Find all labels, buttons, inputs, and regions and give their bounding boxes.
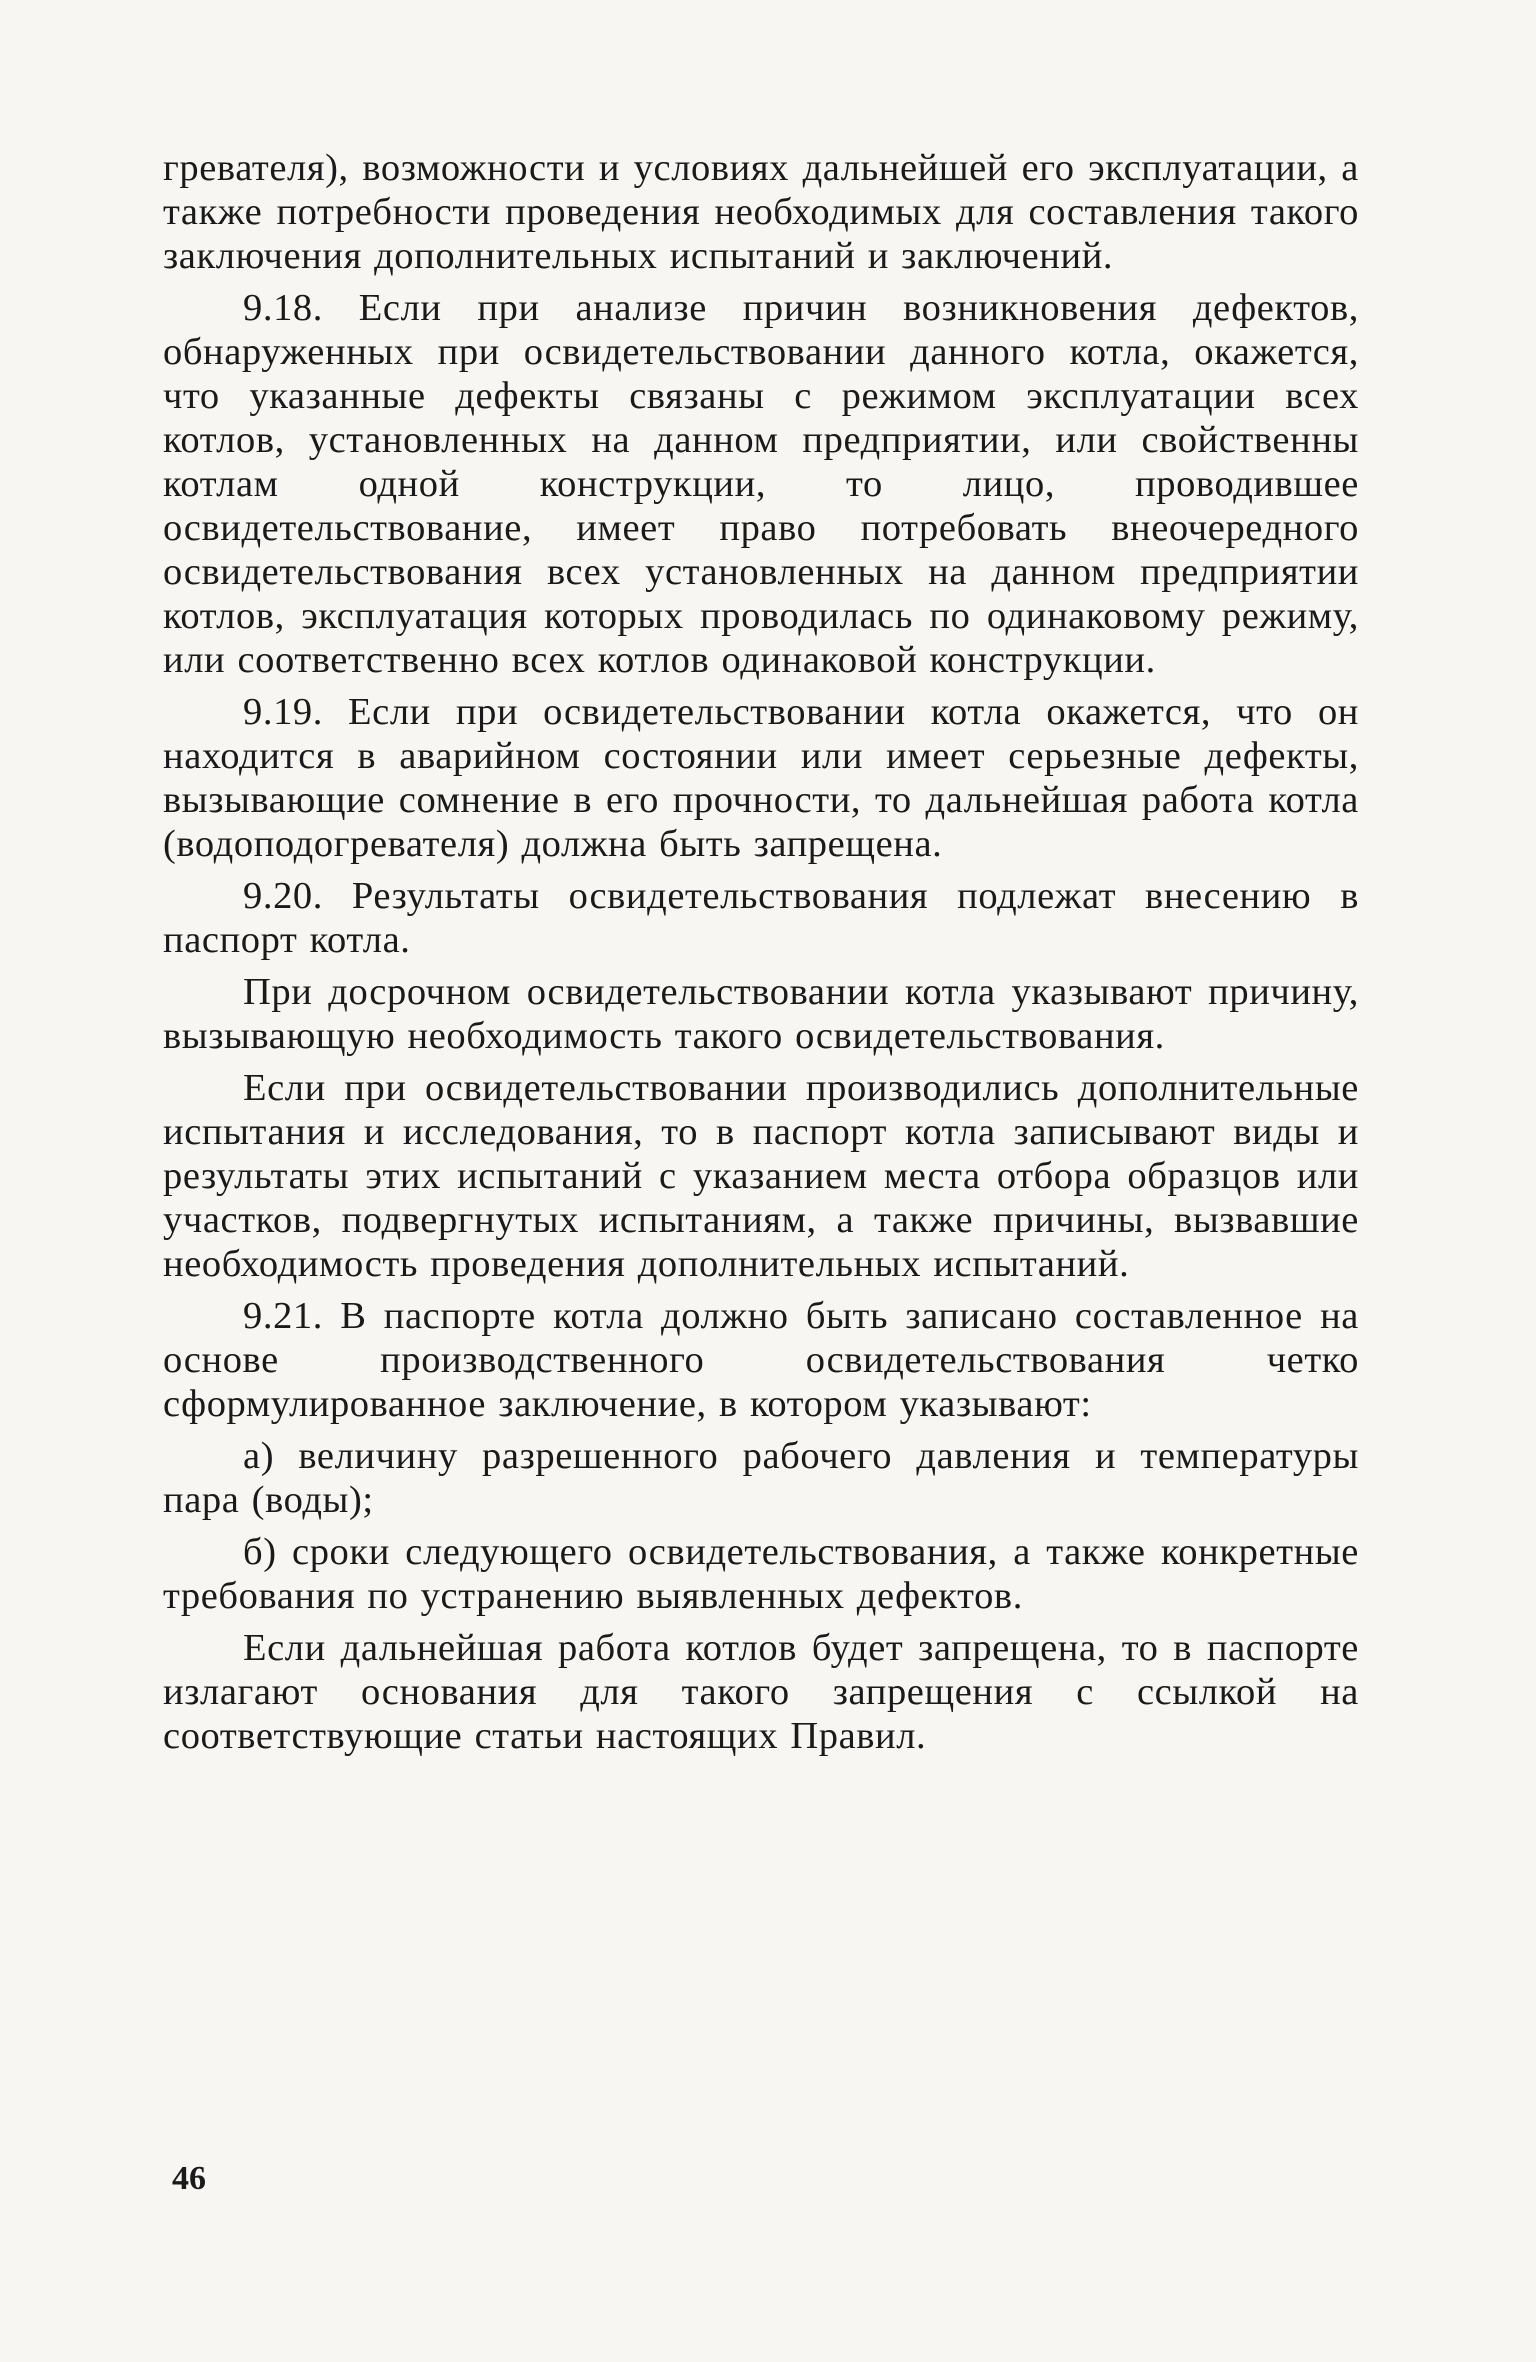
paragraph-continuation: гревателя), возможности и условиях дальнейшей его эксплуатации, а также потребности проведения необходимых для составления такого заключения дополнительных испытаний и заключений. bbox=[163, 147, 1359, 277]
page-number: 46 bbox=[172, 2160, 206, 2197]
paragraph-9-21: 9.21. В паспорте котла должно быть записано составленное на основе производственного освидетельствования четко сформулированное заключение, в котором указывают: bbox=[163, 1295, 1359, 1425]
paragraph-9-18: 9.18. Если при анализе причин возникновения дефектов, обнаруженных при освидетельствовании данного котла, окажется, что указанные дефекты связаны с режимом эксплуатации всех котлов, установленных на данном предприятии, или свойственны котлам одной конструкции, то лицо, проводившее освидетельствование, имеет право потребовать внеочередного освидетельствования всех установленных на данном предприятии котлов, эксплуатация которых проводилась по одинаковому режиму, или соответственно всех котлов одинаковой конструкции. bbox=[163, 287, 1359, 681]
paragraph-9-20: 9.20. Результаты освидетельствования подлежат внесению в паспорт котла. bbox=[163, 875, 1359, 961]
paragraph-9-19: 9.19. Если при освидетельствовании котла окажется, что он находится в аварийном состоянии или имеет серьезные дефекты, вызывающие сомнение в его прочности, то дальнейшая работа котла (водоподогревателя) должна быть запрещена. bbox=[163, 691, 1359, 865]
paragraph-additional-tests: Если при освидетельствовании производились дополнительные испытания и исследования, то в паспорт котла записывают виды и результаты этих испытаний с указанием места отбора образцов или участков, подвергнутых испытаниям, а также причины, вызвавшие необходимость проведения дополнительных испытаний. bbox=[163, 1067, 1359, 1285]
list-item-b: б) сроки следующего освидетельствования, а также конкретные требования по устранению выявленных дефектов. bbox=[163, 1531, 1359, 1617]
paragraph-prohibition: Если дальнейшая работа котлов будет запрещена, то в паспорте излагают основания для такого запрещения с ссылкой на соответствующие статьи настоящих Правил. bbox=[163, 1627, 1359, 1757]
paragraph-early-inspection: При досрочном освидетельствовании котла указывают причину, вызывающую необходимость такого освидетельствования. bbox=[163, 971, 1359, 1057]
page-body bbox=[163, 146, 1359, 1758]
list-item-a: а) величину разрешенного рабочего давления и температуры пара (воды); bbox=[163, 1435, 1359, 1521]
